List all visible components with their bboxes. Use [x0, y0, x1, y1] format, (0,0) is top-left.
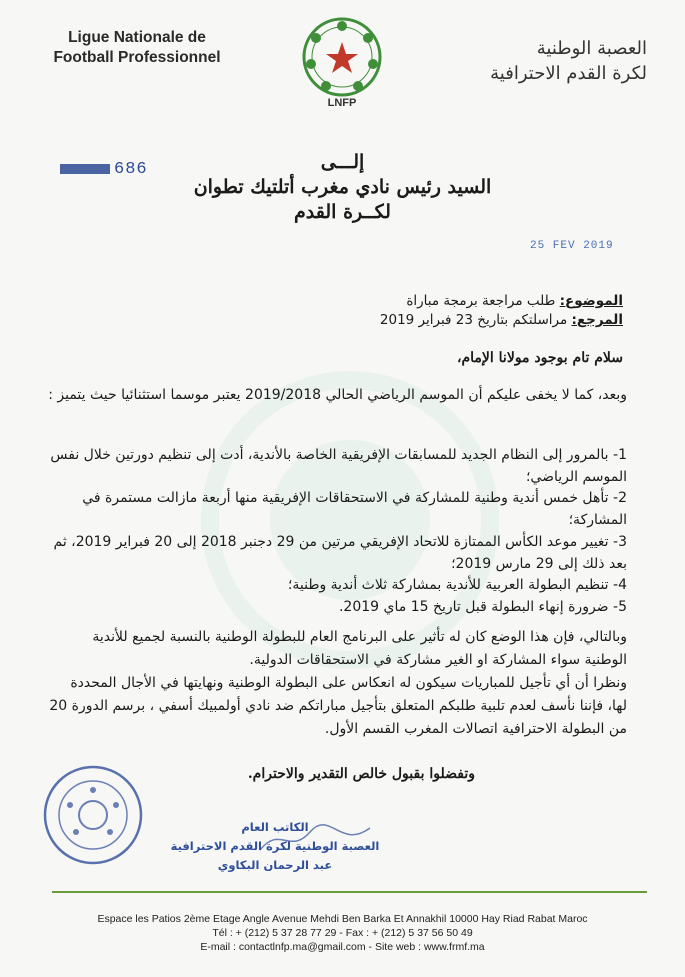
- addressee-sport: لكــرة القدم: [294, 201, 391, 223]
- signer-title: الكاتب العام: [241, 820, 309, 834]
- list-item: 5- ضرورة إنهاء البطولة قبل تاريخ 15 ماي 2019.: [338, 599, 627, 615]
- closing-formula: وتفضلوا بقبول خالص التقدير والاحترام.: [247, 766, 475, 782]
- footer-divider: [52, 891, 647, 893]
- list-item: 2- تأهل خمس أندية وطنية للمشاركة في الاستحقاقات الإفريقية منها أربعة مازالت مستمرة في المشاركة؛: [82, 490, 627, 528]
- signer-name: عبد الرحمان البكاوي: [217, 858, 333, 872]
- footer-phone: Tél : + (212) 5 37 28 77 29 - Fax : + (212) 5 37 56 50 49: [212, 927, 473, 939]
- paragraph-decision: ونظرا أن أي تأجيل للمباريات سيكون له انعكاس على البطولة الوطنية ونهايتها في الأجال المحددة لها، فإننا نأسف لعدم تلبية طلبكم المتعلق بتأجيل مباراتكم ضد نادي أولمبيك أسفي ، برسم الدورة 20 من البطولة الاحترافية اتصالات المغرب القسم الأول.: [49, 675, 627, 737]
- org-name-french: Ligue Nationale de Football Professionnel: [53, 29, 221, 66]
- logo-text: LNFP: [327, 97, 357, 109]
- signer-organization: العصبة الوطنية لكرة القدم الاحترافية: [170, 839, 380, 853]
- addressee-name: السيد رئيس نادي مغرب أتلتيك تطوان: [193, 176, 492, 198]
- subject-line: الموضوع: طلب مراجعة برمجة مباراة: [406, 293, 623, 309]
- list-item: 3- تغيير موعد الكأس الممتازة للاتحاد الإفريقي مرتين من 29 دجنبر 2018 إلى 20 فبراير 2019، ثم بعد ذلك إلى 29 مارس 2019؛: [53, 534, 627, 572]
- signature-block: [160, 818, 390, 875]
- addressee-to: إلـــى: [320, 151, 365, 173]
- paragraph-consequence: وبالتالي، فإن هذا الوضع كان له تأثير على البرنامج العام للبطولة الوطنية بالنسبة لجميع للأندية الوطنية سواء المشاركة او الغير مشاركة في الاستحقاقات الدولية.: [92, 629, 627, 668]
- list-item: 4- تنظيم البطولة العربية للأندية بمشاركة ثلاث أندية وطنية؛: [287, 577, 627, 593]
- reference-number: 686: [60, 160, 148, 179]
- letter-meta: [63, 292, 623, 330]
- footer-email: E-mail : contactlnfp.ma@gmail.com - Site web : www.frmf.ma: [200, 941, 485, 953]
- org-name-arabic: العصبة الوطنية لكرة القدم الاحترافية: [490, 38, 647, 84]
- list-item: 1- بالمرور إلى النظام الجديد للمسابقات الإفريقية الخاصة بالأندية، أدت إلى تنظيم دورتين خلال نفس الموسم الرياضي؛: [50, 447, 627, 485]
- intro-paragraph: وبعد، كما لا يخفى عليكم أن الموسم الرياضي الحالي 2019/2018 يعتبر موسما استثنائيا حيث يتميز :: [48, 387, 627, 403]
- received-date-stamp: 25 FEV 2019: [530, 240, 614, 252]
- official-seal: [38, 760, 148, 870]
- greeting: سلام تام بوجود مولانا الإمام،: [456, 350, 623, 366]
- reference-line: المرجع: مراسلتكم بتاريخ 23 فبراير 2019: [379, 312, 623, 328]
- footer-address: Espace les Patios 2ème Etage Angle Avenue Mehdi Ben Barka Et Annakhil 10000 Hay Riad Rabat Maroc: [97, 913, 588, 925]
